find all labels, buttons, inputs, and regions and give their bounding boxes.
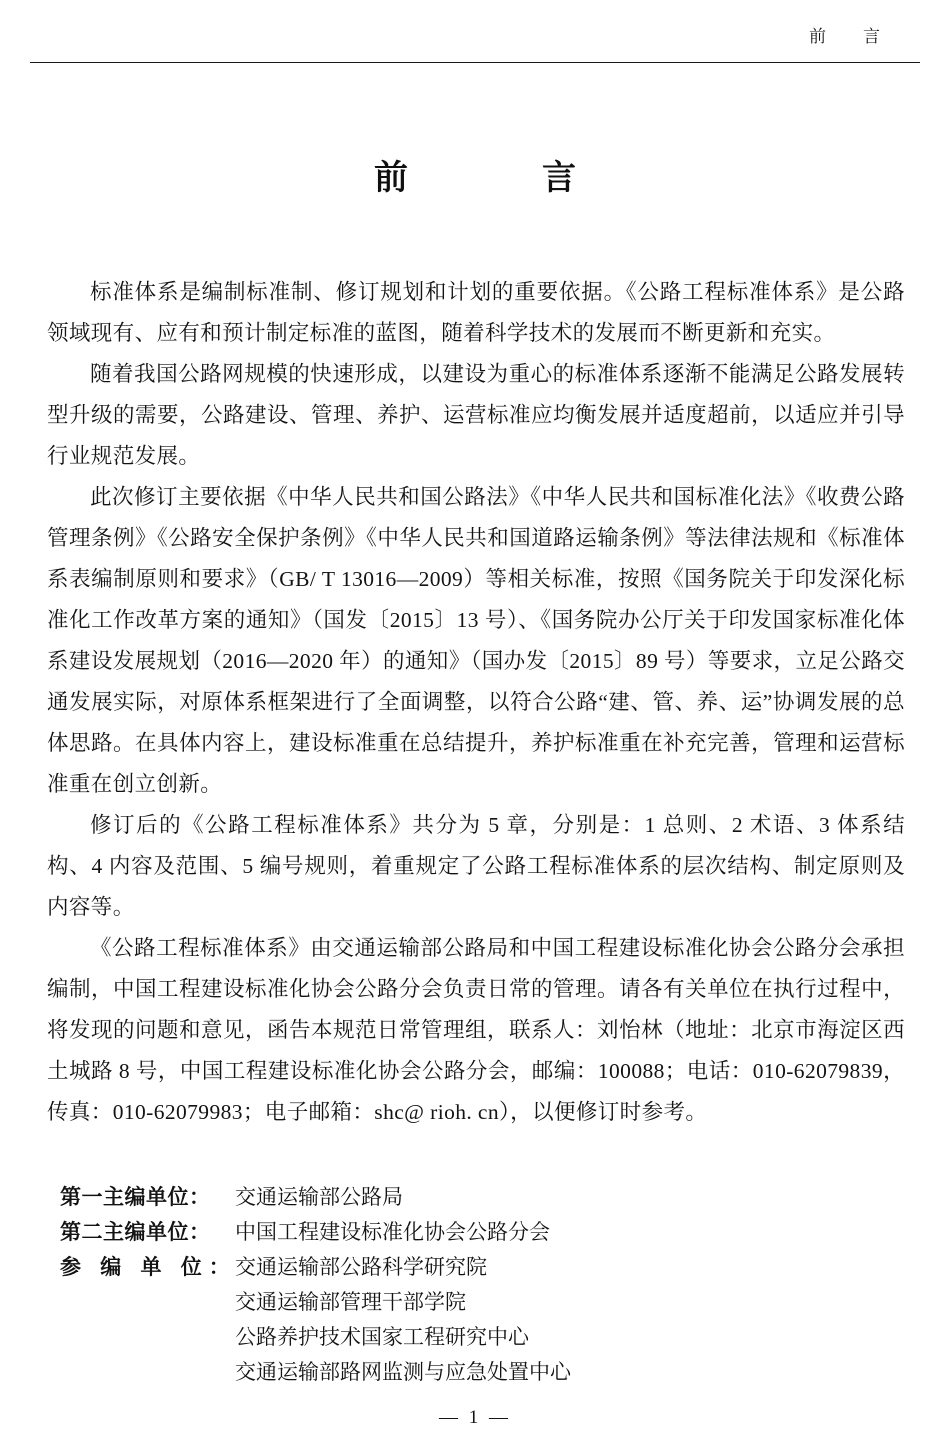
header-divider: [30, 62, 920, 63]
first-editor-label: 第一主编单位：: [60, 1185, 211, 1209]
participant-item: 交通运输部路网监测与应急处置中心: [235, 1360, 571, 1384]
second-editor-label: 第二主编单位：: [60, 1220, 211, 1244]
first-editor-value: 交通运输部公路局: [235, 1185, 403, 1209]
participant-item: 公路养护技术国家工程研究中心: [235, 1325, 529, 1349]
page-title: 前 言: [374, 160, 598, 197]
body-text: [47, 272, 905, 1133]
second-editor-value: 中国工程建设标准化协会公路分会: [235, 1220, 550, 1244]
credits-block: [60, 1180, 900, 1390]
participant-item: 交通运输部管理干部学院: [235, 1290, 466, 1314]
credit-row-participants: [60, 1250, 900, 1285]
paragraph: 随着我国公路网规模的快速形成，以建设为重心的标准体系逐渐不能满足公路发展转型升级的需要，公路建设、管理、养护、运营标准应均衡发展并适度超前，以适应并引导行业规范发展。: [47, 362, 905, 468]
credit-row-first-editor: [60, 1180, 900, 1215]
running-head: 前 言: [809, 27, 890, 46]
participant-item: 交通运输部公路科学研究院: [235, 1255, 487, 1279]
page-number: — 1 —: [439, 1407, 511, 1428]
paragraph: 此次修订主要依据《中华人民共和国公路法》《中华人民共和国标准化法》《收费公路管理条例》《公路安全保护条例》《中华人民共和国道路运输条例》等法律法规和《标准体系表编制原则和要求》（GB/ T 13016—2009）等相关标准，按照《国务院关于印发深化标准化工作改革方案的通知》（国发〔2015〕13 号）、《国务院办公厅关于印发国家标准化体系建设发展规划（2016—2020 年）的通知》（国办发〔2015〕89 号）等要求，立足公路交通发展实际，对原体系框架进行了全面调整，以符合公路“建、管、养、运”协调发展的总体思路。在具体内容上，建设标准重在总结提升，养护标准重在补充完善，管理和运营标准重在创立创新。: [47, 485, 905, 796]
participants-label: 参 编 单 位：: [60, 1255, 237, 1279]
credit-row-second-editor: [60, 1215, 900, 1250]
paragraph: 修订后的《公路工程标准体系》共分为 5 章，分别是：1 总则、2 术语、3 体系结构、4 内容及范围、5 编号规则，着重规定了公路工程标准体系的层次结构、制定原则及内容等。: [47, 813, 905, 919]
page-header: [60, 22, 890, 62]
paragraph: 标准体系是编制标准制、修订规划和计划的重要依据。《公路工程标准体系》是公路领域现有、应有和预计制定标准的蓝图，随着科学技术的发展而不断更新和充实。: [47, 280, 905, 345]
paragraph: 《公路工程标准体系》由交通运输部公路局和中国工程建设标准化协会公路分会承担编制，中国工程建设标准化协会公路分会负责日常的管理。请各有关单位在执行过程中，将发现的问题和意见，函告本规范日常管理组，联系人：刘怡林（地址：北京市海淀区西土城路 8 号，中国工程建设标准化协会公路分会，邮编：100088；电话：010-62079839，传真：010-62079983；电子邮箱：shc@ rioh. cn），以便修订时参考。: [47, 936, 905, 1124]
